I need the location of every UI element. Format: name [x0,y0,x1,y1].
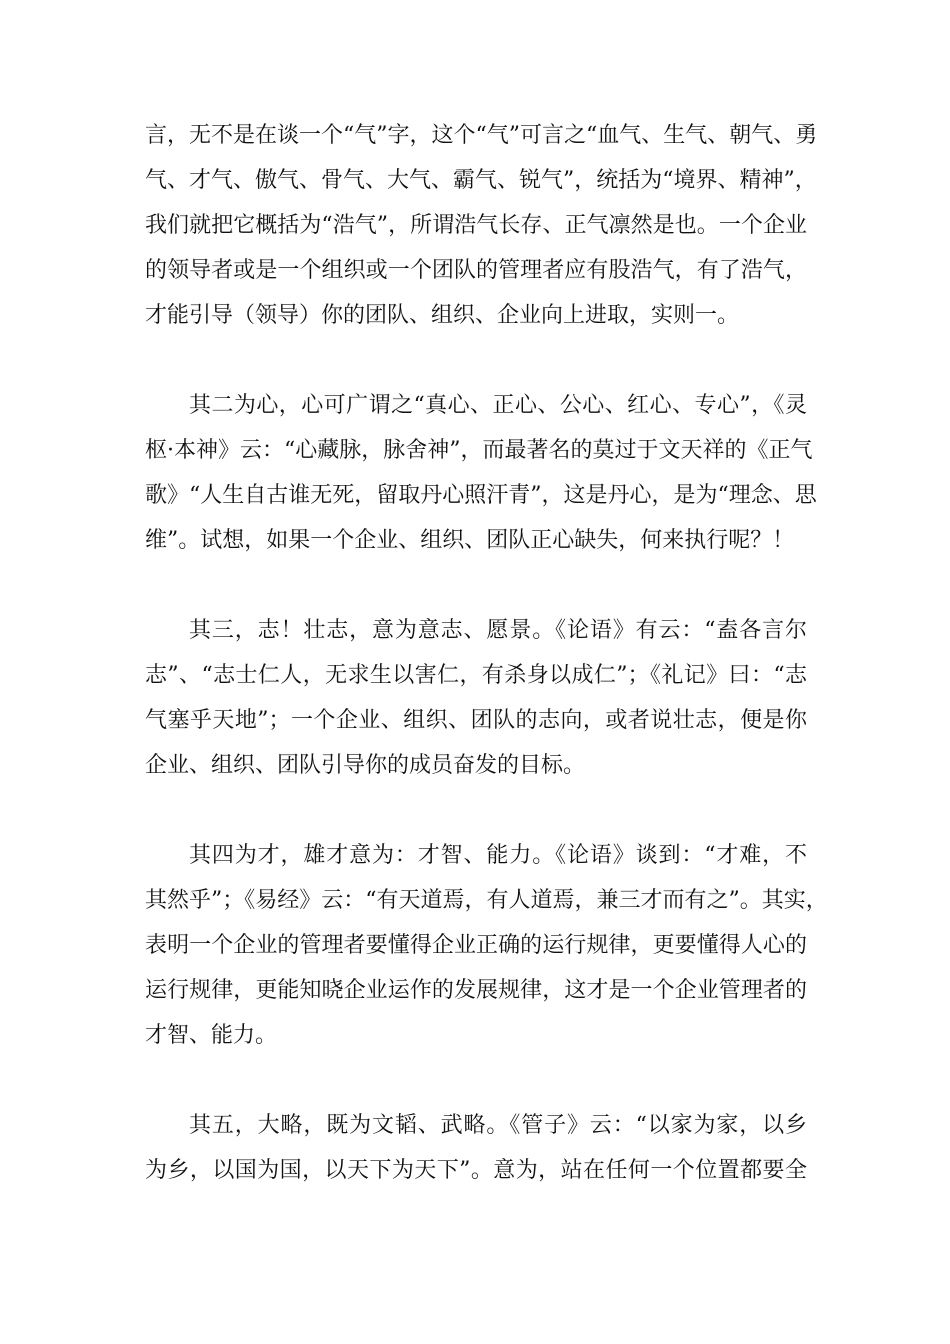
text-line: 的领导者或是一个组织或一个团队的管理者应有股浩气，有了浩气， [145,258,807,283]
text-line: 表明一个企业的管理者要懂得企业正确的运行规律，更要懂得人心的 [145,933,807,958]
text-line: 其然乎”；《易经》云：“有天道焉，有人道焉，兼三才而有之”。其实， [145,888,828,913]
text-line: 为乡，以国为国，以天下为天下”。意为，站在任何一个位置都要全 [145,1158,807,1183]
text-line: 枢·本神》云：“心藏脉，脉舍神”，而最著名的莫过于文天祥的《正气 [145,438,813,463]
text-line: 志”、“志士仁人，无求生以害仁，有杀身以成仁”；《礼记》曰：“志 [145,663,807,688]
paragraph-xin [145,383,817,563]
text-line: 其四为才，雄才意为：才智、能力。《论语》谈到：“才难，不 [189,843,807,868]
text-line: 其二为心，心可广谓之“真心、正心、公心、红心、专心”，《灵 [189,393,807,418]
paragraph-cai [145,833,828,1058]
text-line: 其三，志！壮志，意为意志、愿景。《论语》有云：“盍各言尔 [189,618,807,643]
paragraph-qi [145,113,818,338]
text-line: 歌》“人生自古谁无死，留取丹心照汗青”，这是丹心，是为“理念、思 [145,483,817,508]
text-line: 言，无不是在谈一个“气”字，这个“气”可言之“血气、生气、朝气、勇 [145,123,818,148]
text-line: 企业、组织、团队引导你的成员奋发的目标。 [145,753,586,778]
paragraph-zhi [145,608,807,788]
text-line: 运行规律，更能知晓企业运作的发展规律，这才是一个企业管理者的 [145,978,807,1003]
text-line: 其五，大略，既为文韬、武略。《管子》云：“以家为家，以乡 [189,1113,807,1138]
text-line: 才能引导（领导）你的团队、组织、企业向上进取，实则一。 [145,303,740,328]
text-line: 我们就把它概括为“浩气”，所谓浩气长存、正气凛然是也。一个企业 [145,213,807,238]
text-line: 维”。试想，如果一个企业、组织、团队正心缺失，何来执行呢？！ [145,528,795,553]
text-line: 气塞乎天地”；一个企业、组织、团队的志向，或者说壮志，便是你 [145,708,807,733]
text-line: 才智、能力。 [145,1023,278,1048]
article-body [145,113,828,1193]
paragraph-lue [145,1103,807,1193]
text-line: 气、才气、傲气、骨气、大气、霸气、锐气”，统括为“境界、精神”， [145,168,817,193]
